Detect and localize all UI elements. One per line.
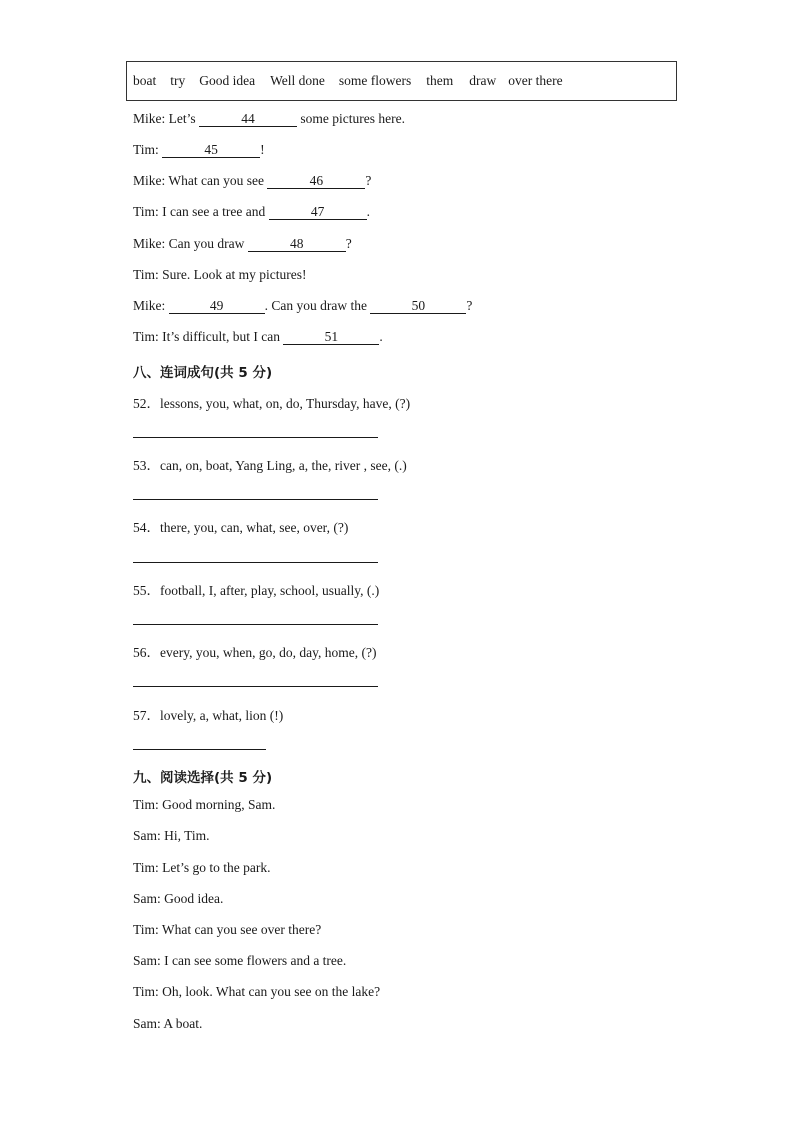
line-text: ?: [466, 298, 473, 313]
blank-47[interactable]: 47: [269, 205, 367, 220]
section-heading: 九、阅读选择(共 5 分): [133, 770, 273, 786]
word-bank-item: Well done: [270, 73, 325, 88]
answer-line[interactable]: [133, 686, 378, 687]
line-text: Mike:: [133, 298, 169, 313]
line-text: Mike: What can you see: [133, 173, 268, 188]
reading-line: Sam: A boat.: [133, 1016, 203, 1031]
blank-50[interactable]: 50: [370, 299, 466, 314]
line-text: Mike: Let’s: [133, 111, 199, 126]
line-text: !: [260, 142, 265, 157]
blank-51[interactable]: 51: [283, 330, 379, 345]
reading-line: Sam: I can see some flowers and a tree.: [133, 953, 347, 968]
word-bank-item: try: [170, 73, 186, 88]
word-bank-item: them: [426, 73, 454, 88]
blank-45[interactable]: 45: [162, 143, 260, 158]
question-text: 56．every, you, when, go, do, day, home, (?): [133, 645, 377, 660]
answer-line[interactable]: [133, 499, 378, 500]
dialogue-line-44: [133, 111, 405, 127]
word-bank-item: draw: [469, 73, 497, 88]
word-bank-item: Good idea: [199, 73, 256, 88]
dialogue-line: [133, 267, 307, 283]
reading-line: Tim: Good morning, Sam.: [133, 797, 276, 812]
word-bank-item: boat: [133, 73, 157, 88]
answer-line[interactable]: [133, 624, 378, 625]
section-heading: 八、连词成句(共 5 分): [133, 365, 273, 381]
question-text: 57．lovely, a, what, lion (!): [133, 708, 284, 723]
line-text: Tim: Sure. Look at my pictures!: [133, 267, 307, 282]
reading-line: Tim: What can you see over there?: [133, 922, 322, 937]
question-text: 55．football, I, after, play, school, usually, (.): [133, 583, 380, 598]
dialogue-line-45: [133, 142, 265, 158]
word-bank-item: some flowers: [338, 73, 412, 88]
blank-49[interactable]: 49: [169, 299, 265, 314]
line-text: Tim:: [133, 142, 163, 157]
reading-line: Sam: Hi, Tim.: [133, 828, 210, 843]
line-text: .: [366, 204, 370, 219]
answer-line[interactable]: [133, 749, 266, 750]
reading-line: Tim: Oh, look. What can you see on the lake?: [133, 984, 381, 999]
line-text: . Can you draw the: [264, 298, 371, 313]
line-text: Tim: I can see a tree and: [133, 204, 269, 219]
word-bank-box: [126, 61, 677, 101]
question-text: 53．can, on, boat, Yang Ling, a, the, river , see, (.): [133, 458, 407, 473]
answer-line[interactable]: [133, 562, 378, 563]
line-text: ?: [365, 173, 372, 188]
line-text: ?: [345, 236, 352, 251]
word-bank-item: over there: [508, 73, 563, 88]
reading-line: Tim: Let’s go to the park.: [133, 860, 271, 875]
reading-line: Sam: Good idea.: [133, 891, 224, 906]
question-text: 54．there, you, can, what, see, over, (?): [133, 520, 349, 535]
line-text: some pictures here.: [297, 111, 405, 126]
dialogue-line-47: [133, 204, 370, 220]
question-text: 52．lessons, you, what, on, do, Thursday, have, (?): [133, 396, 411, 411]
dialogue-line-46: [133, 173, 371, 189]
answer-line[interactable]: [133, 437, 378, 438]
dialogue-line-51: [133, 329, 383, 345]
blank-46[interactable]: 46: [267, 174, 365, 189]
blank-44[interactable]: 44: [199, 112, 297, 127]
dialogue-line-49-50: [133, 298, 472, 314]
blank-48[interactable]: 48: [248, 237, 346, 252]
line-text: Tim: It’s difficult, but I can: [133, 329, 284, 344]
line-text: Mike: Can you draw: [133, 236, 248, 251]
dialogue-line-48: [133, 236, 352, 252]
line-text: .: [379, 329, 383, 344]
